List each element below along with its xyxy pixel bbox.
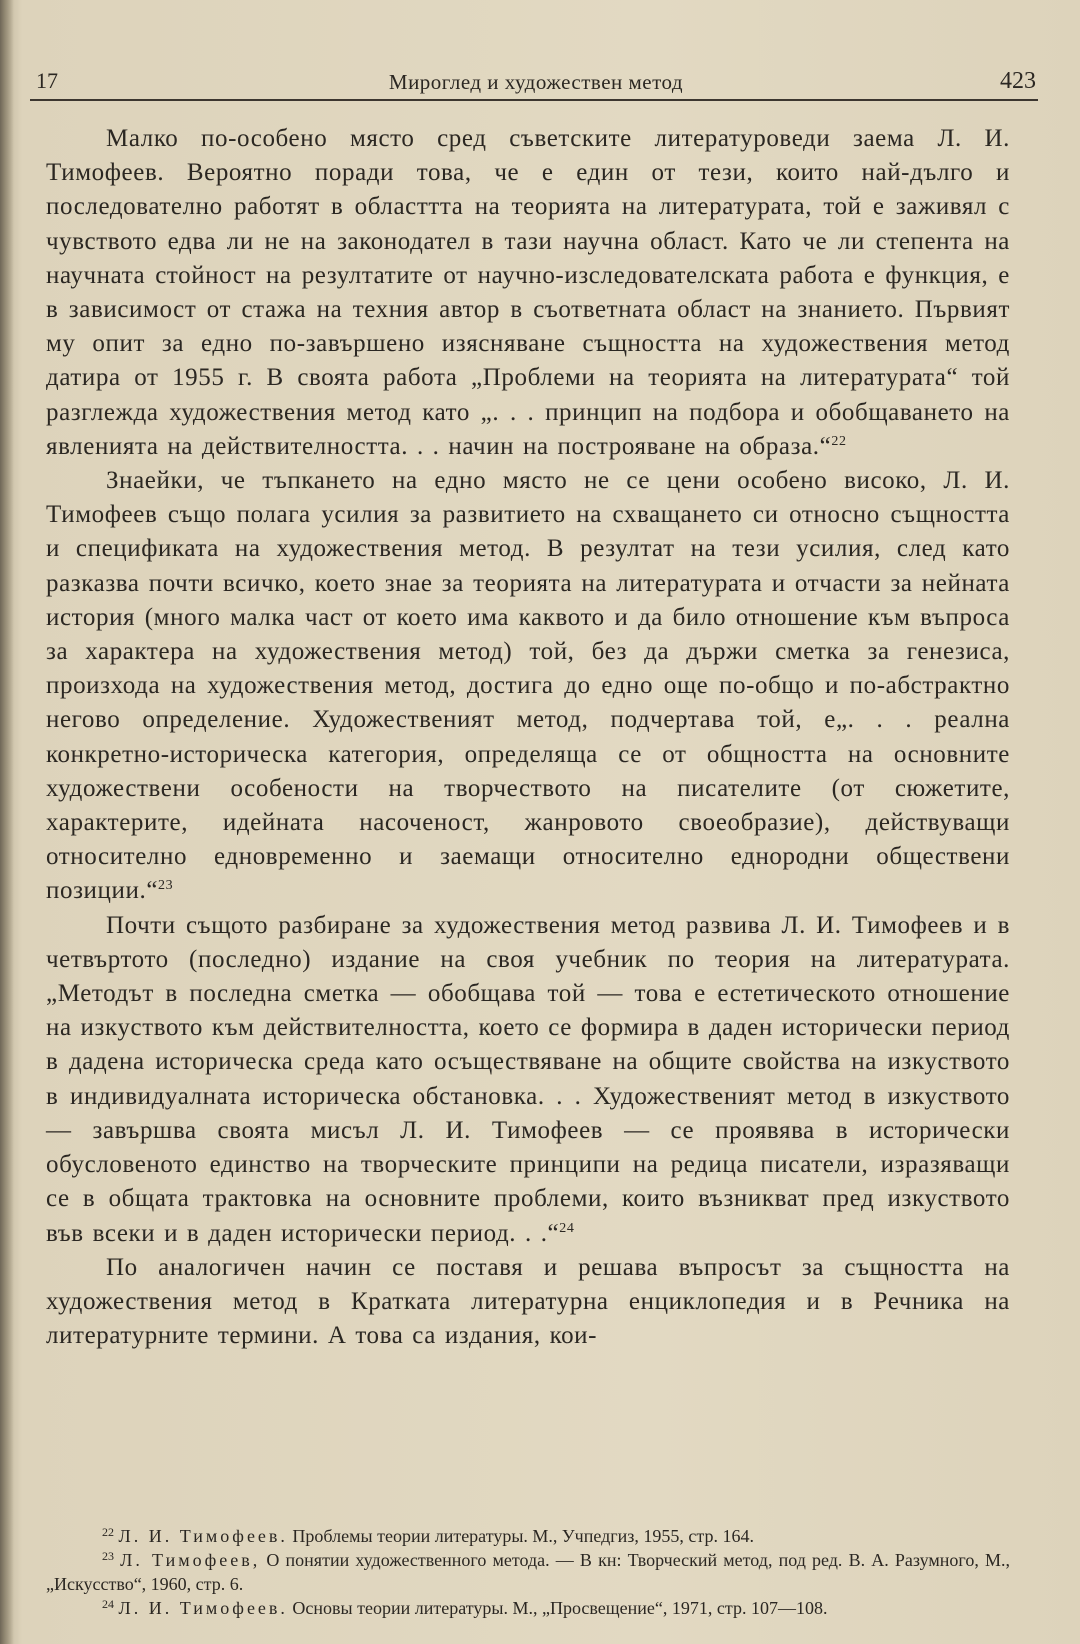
footnote-text: Проблемы теории литературы. М., Учпедгиз, 1955, стр. 164. [292, 1526, 754, 1546]
paragraph-1 [46, 122, 1010, 464]
paragraph-3-text: Почти същото разбиране за художествения метод развива Л. И. Тимофеев и в четвъртото (последно) издание на своя учебник по теория на литературата. „Методът в последна сметка — обобщава той — това е естетическото отношение на изкуството към действителността, което се формира в даден исторически период в дадена историческа среда като осъществяване на общите свойства на изкуството в индивидуалната историческа обстановка. . . Художественият метод в изкуството — завършва своята мисъл Л. И. Тимофеев — се проявява в исторически обусловеното единство на творческите принципи на редица писатели, изразяващи се в общата трактовка на основните проблеми, които възникват пред изкуството във всеки и в даден исторически период. . .“ [46, 911, 1010, 1247]
paragraph-3 [46, 909, 1010, 1251]
footnote-author: Л. Тимофеев, [120, 1550, 261, 1570]
footnote-author: Л. И. Тимофеев. [118, 1526, 288, 1546]
footnote-ref-22: 22 [831, 433, 847, 449]
footnote-22 [46, 1524, 1010, 1548]
footnotes [46, 1524, 1010, 1620]
footnote-ref-24: 24 [559, 1220, 575, 1236]
footnote-author: Л. И. Тимофеев. [118, 1598, 288, 1618]
body-text [46, 122, 1010, 1353]
page-spine-shadow [0, 0, 14, 1644]
footnote-number: 22 [102, 1525, 114, 1539]
chapter-number: 17 [36, 68, 58, 93]
page-header [36, 64, 1036, 104]
footnote-text: О понятии художественного метода. — В кн: Творческий метод, под ред. В. А. Разумного, М., „Искусство“, 1960, стр. 6. [46, 1550, 1011, 1594]
paragraph-4 [46, 1251, 1010, 1354]
paragraph-4-text: По аналогичен начин се поставя и решава въпросът за същността на художествения метод в Кратката литературна енциклопедия и в Речника на литературните термини. А това са издания, кои- [46, 1253, 1010, 1350]
footnote-number: 24 [102, 1597, 114, 1611]
footnote-23 [46, 1548, 1010, 1596]
footnote-24 [46, 1596, 1010, 1620]
paragraph-1-text: Малко по-особено място сред съветските литературоведи заема Л. И. Тимофеев. Вероятно поради това, че е един от тези, които най-дълго и последователно работят в областтта на теорията на литературата, той е заживял с чувството едва ли не на законодател в тази научна област. Като че ли степента на научната стойност на резултатите от научно-изследователската работа е функция, е в зависимост от стажа на техния автор в съответната област на знанието. Първият му опит за едно по-завършено изясняване същността на художествения метод датира от 1955 г. В своята работа „Проблеми на теорията на литературата“ той разглежда художествения метод като „. . . принцип на подбора и обобщаването на явленията на действителността. . . начин на построяване на образа.“ [46, 125, 1010, 460]
footnote-text: Основы теории литературы. М., „Просвещение“, 1971, стр. 107—108. [292, 1598, 828, 1618]
running-title: Мироглед и художествен метод [388, 70, 684, 94]
footnote-number: 23 [102, 1549, 114, 1563]
footnote-ref-23: 23 [158, 878, 174, 894]
paragraph-2-text: Знаейки, че тъпкането на едно място не се цени особено високо, Л. И. Тимофеев също полага усилия за развитието на схващането си относно същността и спецификата на художествения метод. В резултат на тези усилия, след като разказва почти всичко, което знае за теорията на литературата и отчасти за нейната история (много малка част от което има каквото и да било отношение към въпроса за характера на художествения метод) той, без да държи сметка за генезиса, произхода на художествения метод, достига до едно още по-общо и по-абстрактно негово определение. Художественият метод, подчертава той, е„. . . реална конкретно-историческа категория, определяща се от общността на основните художествени особености на творчеството на писателите (от сюжетите, характерите, идейната насоченост, жанровото своеобразие), действуващи относително едновременно и заемащи относително еднородни обществени позиции.“ [46, 467, 1010, 905]
header-rule [30, 99, 1038, 101]
paragraph-2 [46, 464, 1010, 909]
page-number: 423 [1000, 68, 1036, 94]
